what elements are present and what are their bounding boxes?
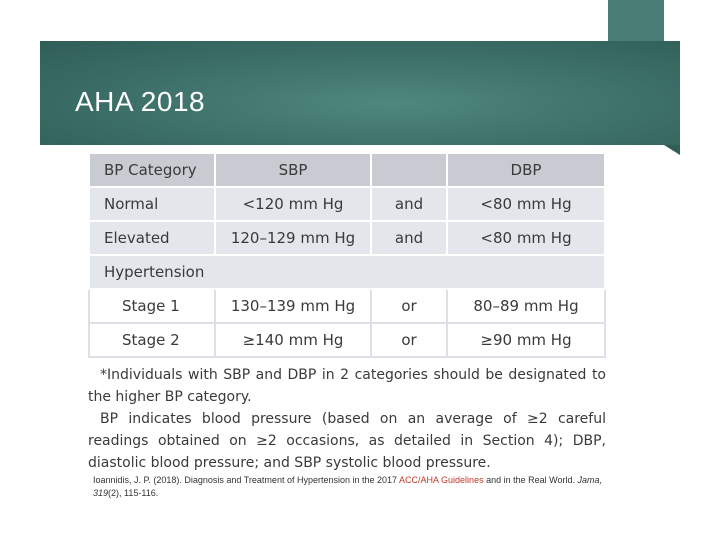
table-header-row [89,153,605,187]
header-conjunction [371,153,447,187]
banner-arrow-decoration [664,145,680,155]
row-conjunction: and [371,187,447,221]
table-row [89,187,605,221]
citation [93,474,613,500]
header-dbp: DBP [447,153,605,187]
header-bp-category: BP Category [89,153,215,187]
table-row [89,323,605,357]
citation-text: Ioannidis, J. P. (2018). Diagnosis and Treatment of Hypertension in the 2017 [93,475,400,485]
table-group-row [89,255,605,289]
bp-category-figure [88,152,608,471]
table-row [89,221,605,255]
slide-title: AHA 2018 [75,86,206,117]
header-sbp: SBP [215,153,371,187]
bp-category-table [88,152,606,358]
row-sbp: <120 mm Hg [215,187,371,221]
citation-volume: , 319 [93,475,602,498]
row-conjunction: and [371,221,447,255]
row-category: Elevated [89,221,215,255]
row-sbp: ≥140 mm Hg [215,323,371,357]
row-category: Normal [89,187,215,221]
row-dbp: ≥90 mm Hg [447,323,605,357]
group-hypertension: Hypertension [89,255,605,289]
row-category: Stage 2 [89,323,215,357]
footnote-category-note: *Individuals with SBP and DBP in 2 categories should be designated to the higher BP category. [88,367,606,405]
citation-issue: (2), 115-116. [108,488,159,498]
row-dbp: 80–89 mm Hg [447,289,605,323]
row-conjunction: or [371,289,447,323]
row-sbp: 130–139 mm Hg [215,289,371,323]
row-dbp: <80 mm Hg [447,187,605,221]
citation-journal: Jama [577,475,600,485]
footnote-abbreviations: BP indicates blood pressure (based on an average of ≥2 careful readings obtained on ≥2 occasions, as detailed in Section 4); DBP, diastolic blood pressure; and SBP systolic blood pressure. [88,411,606,471]
citation-text-cont: and in the Real World. [483,475,578,485]
row-sbp: 120–129 mm Hg [215,221,371,255]
table-footnote [88,364,606,474]
row-category: Stage 1 [89,289,215,323]
table-row [89,289,605,323]
row-dbp: <80 mm Hg [447,221,605,255]
row-conjunction: or [371,323,447,357]
citation-link[interactable]: ACC/AHA Guidelines [399,475,484,485]
